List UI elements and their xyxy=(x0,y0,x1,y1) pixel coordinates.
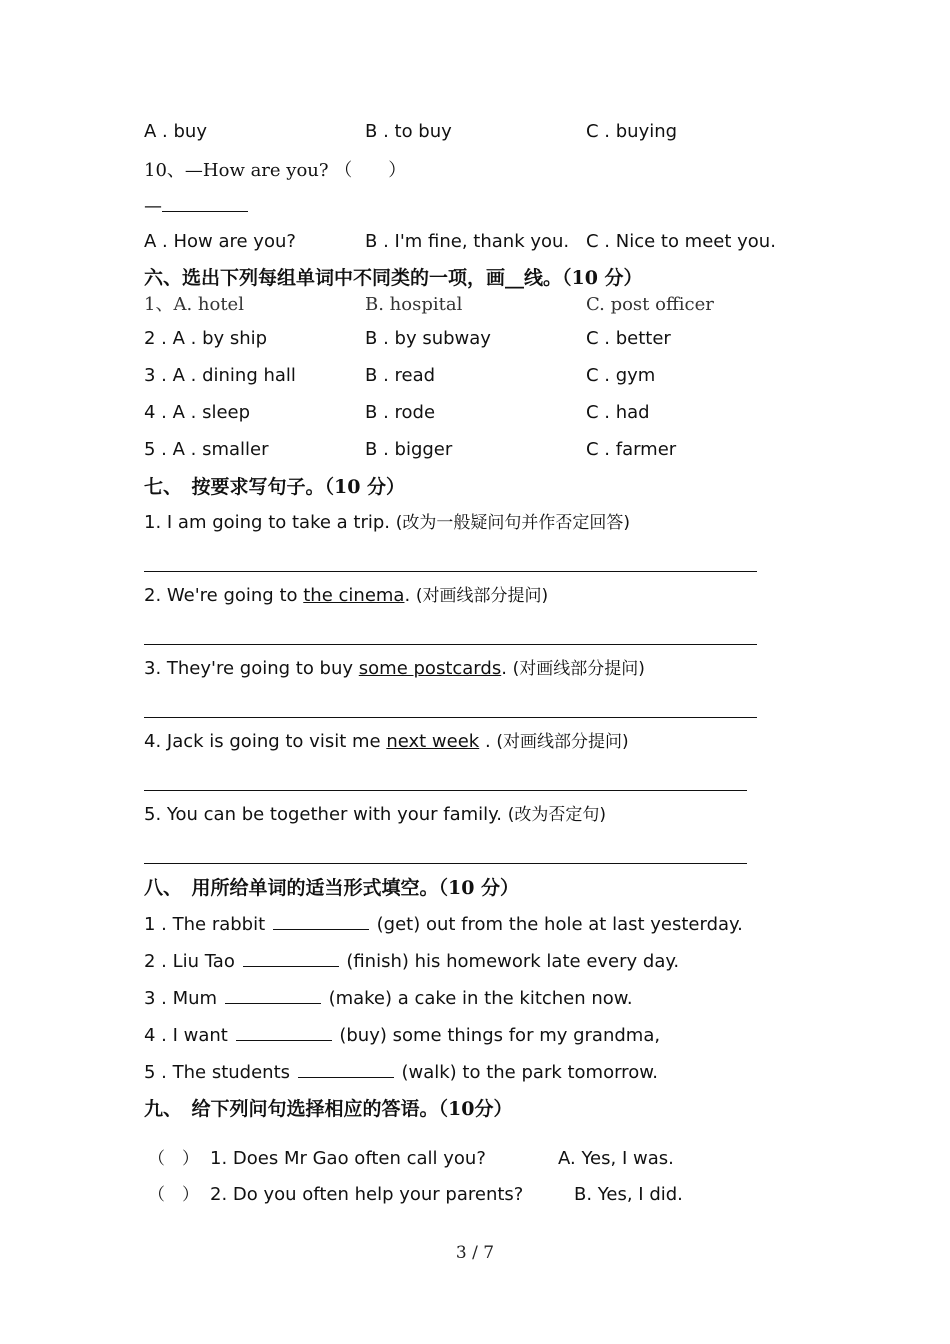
section7-item5-text: 5. You can be together with your family. xyxy=(144,804,508,825)
section7-item1 xyxy=(144,512,630,534)
section9-item2-answer: B. Yes, I did. xyxy=(574,1184,683,1205)
section8-item3-post: (make) a cake in the kitchen now. xyxy=(328,988,633,1009)
section7-item5-answer-line[interactable] xyxy=(144,863,747,864)
section6-row3-a: 3 . A . dining hall xyxy=(144,365,296,386)
section7-item4-text: 4. Jack is going to visit me xyxy=(144,731,387,752)
q9-option-c: C . buying xyxy=(586,121,678,142)
section9-item1-answer: A. Yes, I was. xyxy=(558,1148,674,1169)
q9-option-b: B . to buy xyxy=(365,121,452,142)
section7-item1-note: (改为一般疑问句并作否定回答) xyxy=(395,513,631,533)
section7-item4-post: . xyxy=(479,731,497,752)
section8-item3-blank[interactable] xyxy=(225,987,321,1004)
section9-item1-question: 1. Does Mr Gao often call you? xyxy=(210,1148,486,1169)
section6-row1-b: B. hospital xyxy=(365,294,463,315)
section7-item3-answer-line[interactable] xyxy=(144,717,757,718)
section8-item3 xyxy=(144,987,633,1010)
q10-option-c: C . Nice to meet you. xyxy=(586,231,776,252)
section8-item3-pre: 3 . Mum xyxy=(144,988,218,1009)
q10-answer-dash: — xyxy=(144,196,162,217)
section9-item1-paren[interactable]: （ ） xyxy=(148,1149,199,1169)
section8-item1-pre: 1 . The rabbit xyxy=(144,914,266,935)
section8-item5-blank[interactable] xyxy=(298,1061,394,1078)
section6-row1-c: C. post officer xyxy=(586,294,714,315)
section6-row4-c: C . had xyxy=(586,402,650,423)
section7-item1-text: 1. I am going to take a trip. xyxy=(144,512,396,533)
section8-title: 八、 用所给单词的适当形式填空。（10 分） xyxy=(144,877,520,899)
section7-item3-text: 3. They're going to buy xyxy=(144,658,359,679)
q10-answer-line xyxy=(144,196,248,218)
section8-item4-pre: 4 . I want xyxy=(144,1025,228,1046)
section8-item5-post: (walk) to the park tomorrow. xyxy=(401,1062,658,1083)
section8-item1-post: (get) out from the hole at last yesterday. xyxy=(376,914,743,935)
section6-row2-b: B . by subway xyxy=(365,328,491,349)
section7-item3-note: (对画线部分提问) xyxy=(512,659,645,679)
section8-item4 xyxy=(144,1024,660,1047)
section7-item1-answer-line[interactable] xyxy=(144,571,757,572)
section7-item5 xyxy=(144,804,606,826)
section6-row1-a: 1、A. hotel xyxy=(144,294,244,315)
section7-item3-underlined: some postcards xyxy=(358,658,502,679)
section8-item1 xyxy=(144,913,743,936)
section7-item4-note: (对画线部分提问) xyxy=(496,732,629,752)
section6-row2-c: C . better xyxy=(586,328,671,349)
section9-item2-question: 2. Do you often help your parents? xyxy=(210,1184,524,1205)
section6-row5-c: C . farmer xyxy=(586,439,677,460)
section6-row5-b: B . bigger xyxy=(365,439,453,460)
section7-item2 xyxy=(144,585,548,607)
q10-question: 10、—How are you? （ ） xyxy=(144,160,407,181)
page-number: 3 / 7 xyxy=(455,1243,495,1263)
section8-item4-blank[interactable] xyxy=(236,1024,332,1041)
section7-title: 七、 按要求写句子。（10 分） xyxy=(144,476,406,498)
section9-item2-paren[interactable]: （ ） xyxy=(148,1185,199,1205)
section7-item2-post: . xyxy=(404,585,416,606)
section7-item4-answer-line[interactable] xyxy=(144,790,747,791)
section7-item3 xyxy=(144,658,645,680)
section8-item5-pre: 5 . The students xyxy=(144,1062,291,1083)
section8-item1-blank[interactable] xyxy=(273,913,369,930)
section7-item3-post: . xyxy=(501,658,513,679)
section6-row3-c: C . gym xyxy=(586,365,656,386)
q10-option-a: A . How are you? xyxy=(144,231,296,252)
section8-item5 xyxy=(144,1061,658,1084)
section8-item2-blank[interactable] xyxy=(243,950,339,967)
section7-item2-answer-line[interactable] xyxy=(144,644,757,645)
section7-item4-underlined: next week xyxy=(386,731,480,752)
section7-item2-note: (对画线部分提问) xyxy=(415,586,549,606)
section6-row2-a: 2 . A . by ship xyxy=(144,328,268,349)
section8-item4-post: (buy) some things for my grandma, xyxy=(339,1025,661,1046)
section6-row3-b: B . read xyxy=(365,365,436,386)
q10-option-b: B . I'm fine, thank you. xyxy=(365,231,570,252)
section7-item5-note: (改为否定句) xyxy=(507,805,606,825)
section8-item2-post: (finish) his homework late every day. xyxy=(346,951,680,972)
section7-item2-text: 2. We're going to xyxy=(144,585,304,606)
section6-row4-a: 4 . A . sleep xyxy=(144,402,251,423)
section6-title: 六、选出下列每组单词中不同类的一项，画__线。（10 分） xyxy=(144,267,643,289)
section9-title: 九、 给下列问句选择相应的答语。（10分） xyxy=(144,1098,513,1120)
section7-item4 xyxy=(144,731,629,753)
q9-option-a: A . buy xyxy=(144,121,207,142)
section6-row5-a: 5 . A . smaller xyxy=(144,439,269,460)
section6-row4-b: B . rode xyxy=(365,402,436,423)
q10-answer-blank xyxy=(162,197,248,212)
section7-item2-underlined: the cinema xyxy=(303,585,405,606)
section8-item2 xyxy=(144,950,679,973)
section8-item2-pre: 2 . Liu Tao xyxy=(144,951,235,972)
